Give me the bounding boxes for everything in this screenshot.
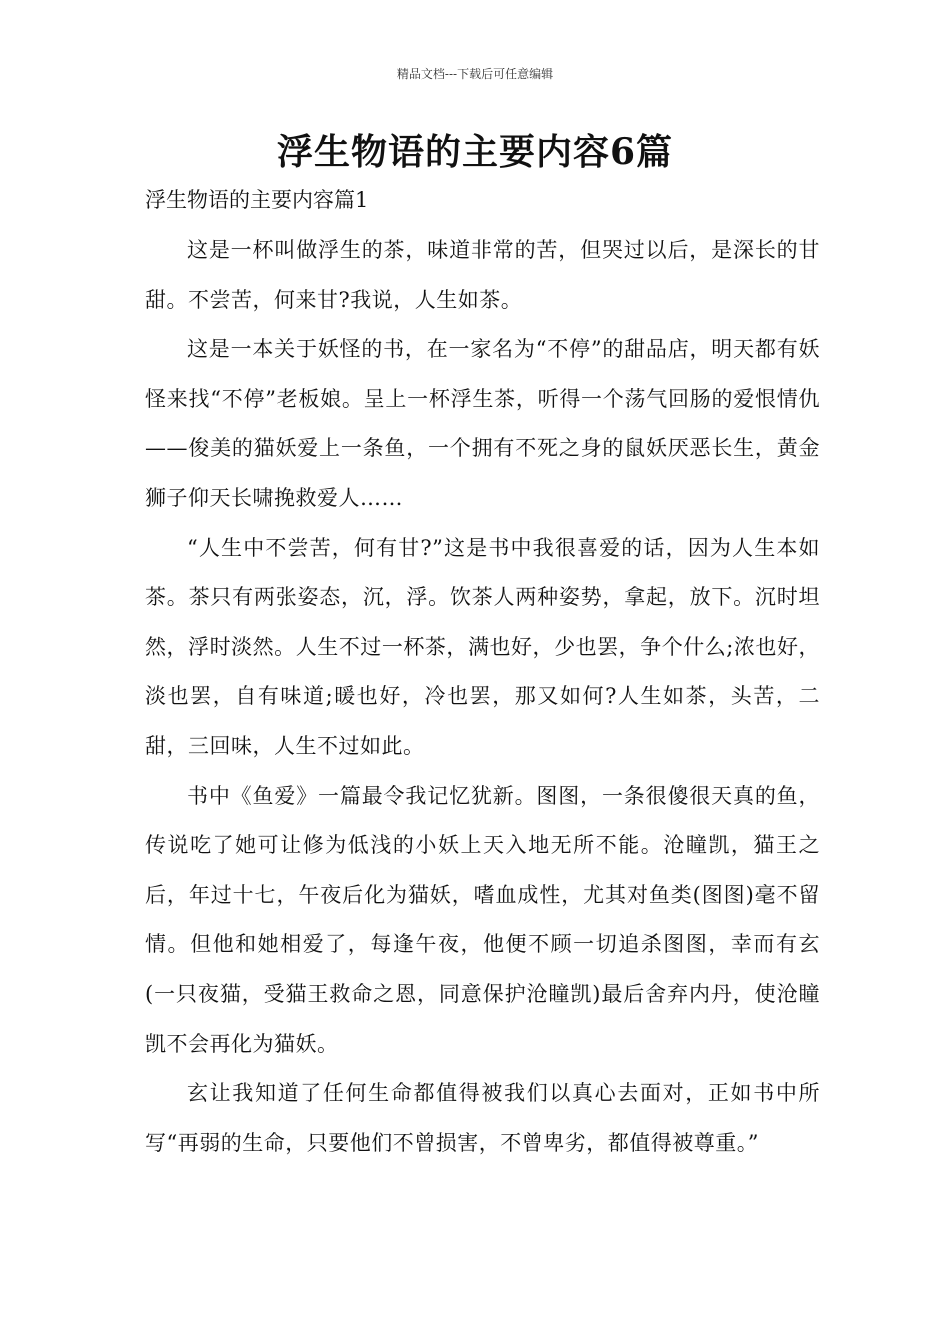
paragraph: “人生中不尝苦，何有甘?”这是书中我很喜爱的话，因为人生本如茶。茶只有两张姿态，沉，浮。饮茶人两种姿势，拿起，放下。沉时坦然，浮时淡然。人生不过一杯茶，满也好，少也罢，争个什么;浓也好，淡也罢，自有味道;暖也好，冷也罢，那又如何?人生如茶，头苦，二甜，三回味，人生不过如此。 bbox=[145, 535, 820, 758]
section-heading: 浮生物语的主要内容篇1 bbox=[145, 188, 369, 212]
header-note: 精品文档---下载后可任意编辑 bbox=[396, 67, 554, 81]
paragraph: 玄让我知道了任何生命都值得被我们以真心去面对，正如书中所写“再弱的生命，只要他们不曾损害，不曾卑劣，都值得被尊重。” bbox=[145, 1081, 820, 1155]
document-title: 浮生物语的主要内容6篇 bbox=[276, 131, 674, 173]
paragraph: 这是一杯叫做浮生的茶，味道非常的苦，但哭过以后，是深长的甘甜。不尝苦，何来甘?我说，人生如茶。 bbox=[145, 238, 820, 312]
paragraph: 这是一本关于妖怪的书，在一家名为“不停”的甜品店，明天都有妖怪来找“不停”老板娘。呈上一杯浮生茶，听得一个荡气回肠的爱恨情仇——俊美的猫妖爱上一条鱼，一个拥有不死之身的鼠妖厌恶长生，黄金狮子仰天长啸挽救爱人…… bbox=[145, 337, 820, 510]
document-body bbox=[145, 226, 820, 1168]
paragraph: 书中《鱼爱》一篇最令我记忆犹新。图图，一条很傻很天真的鱼，传说吃了她可让修为低浅的小妖上天入地无所不能。沧瞳凯，猫王之后，年过十七，午夜后化为猫妖，嗜血成性，尤其对鱼类(图图)毫不留情。但他和她相爱了，每逢午夜，他便不顾一切追杀图图，幸而有玄(一只夜猫，受猫王救命之恩，同意保护沧瞳凯)最后舍弃内丹，使沧瞳凯不会再化为猫妖。 bbox=[145, 783, 820, 1056]
